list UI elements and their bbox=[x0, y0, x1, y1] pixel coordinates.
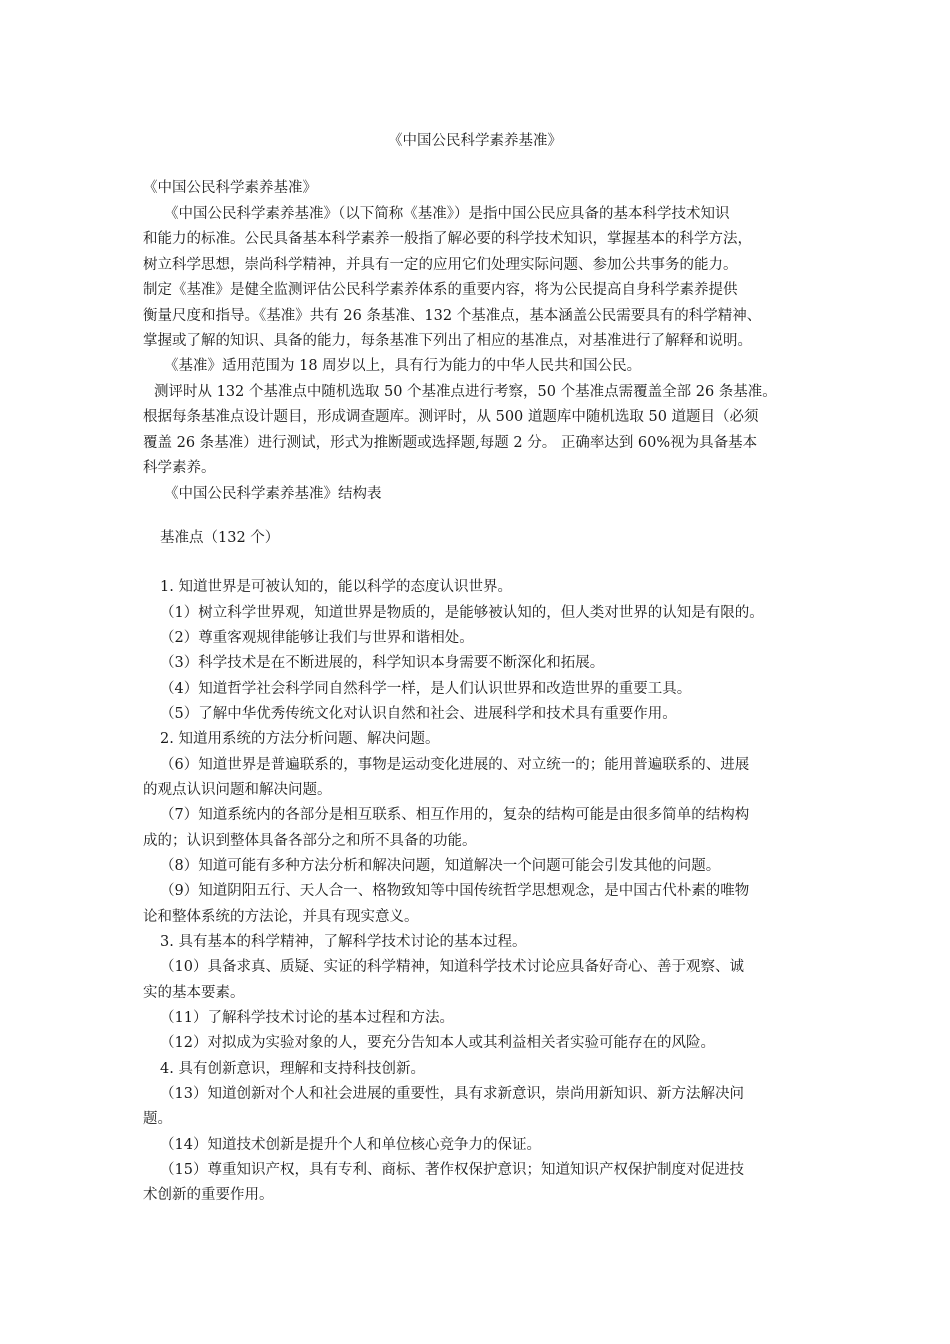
document-title: 《中国公民科学素养基准》 bbox=[388, 133, 562, 149]
list-item: （11）了解科学技术讨论的基本过程和方法。 bbox=[160, 1010, 454, 1026]
paragraph-line: 《基准》适用范围为 18 周岁以上，具有行为能力的中华人民共和国公民。 bbox=[164, 358, 642, 374]
paragraph-line: 《中国公民科学素养基准》（以下简称《基准》）是指中国公民应具备的基本科学技术知识 bbox=[164, 206, 730, 222]
paragraph-line: 掌握或了解的知识、具备的能力，每条基准下列出了相应的基准点，对基准进行了解释和说明。 bbox=[143, 333, 752, 349]
list-item: （5）了解中华优秀传统文化对认识自然和社会、进展科学和技术具有重要作用。 bbox=[160, 706, 677, 722]
list-item: 实的基本要素。 bbox=[143, 985, 245, 1001]
paragraph-line: 和能力的标准。公民具备基本科学素养一般指了解必要的科学技术知识，掌握基本的科学方法， bbox=[143, 231, 752, 247]
paragraph-line: 覆盖 26 条基准）进行测试，形式为推断题或选择题,每题 2 分。 正确率达到 60%视为具备基本 bbox=[143, 435, 758, 451]
paragraph-line: 《中国公民科学素养基准》 bbox=[143, 180, 317, 196]
list-item: 1. 知道世界是可被认知的，能以科学的态度认识世界。 bbox=[160, 579, 512, 595]
list-item: 成的；认识到整体具备各部分之和所不具备的功能。 bbox=[143, 833, 477, 849]
list-item: （15）尊重知识产权，具有专利、商标、著作权保护意识；知道知识产权保护制度对促进技 bbox=[160, 1162, 744, 1178]
section-heading: 基准点（132 个） bbox=[160, 530, 280, 546]
paragraph-line: 衡量尺度和指导。《基准》共有 26 条基准、132 个基准点，基本涵盖公民需要具有的科学精神、 bbox=[143, 308, 762, 324]
paragraph-line: 根据每条基准点设计题目，形成调查题库。测评时，从 500 道题库中随机选取 50 道题目（必须 bbox=[143, 409, 759, 425]
paragraph-line: 制定《基准》是健全监测评估公民科学素养体系的重要内容，将为公民提高自身科学素养提供 bbox=[143, 282, 738, 298]
list-item: （3）科学技术是在不断进展的，科学知识本身需要不断深化和拓展。 bbox=[160, 655, 605, 671]
list-item: 3. 具有基本的科学精神，了解科学技术讨论的基本过程。 bbox=[160, 934, 527, 950]
list-item: （8）知道可能有多种方法分析和解决问题，知道解决一个问题可能会引发其他的问题。 bbox=[160, 858, 721, 874]
list-item: 的观点认识问题和解决问题。 bbox=[143, 782, 332, 798]
table-heading: 《中国公民科学素养基准》结构表 bbox=[164, 486, 382, 502]
list-item: 论和整体系统的方法论，并具有现实意义。 bbox=[143, 909, 419, 925]
list-item: （1）树立科学世界观，知道世界是物质的，是能够被认知的，但人类对世界的认知是有限的。 bbox=[160, 605, 764, 621]
list-item: 术创新的重要作用。 bbox=[143, 1187, 274, 1203]
list-item: （9）知道阴阳五行、天人合一、格物致知等中国传统哲学思想观念，是中国古代朴素的唯物 bbox=[160, 883, 750, 899]
list-item: （14）知道技术创新是提升个人和单位核心竞争力的保证。 bbox=[160, 1137, 541, 1153]
list-item: （10）具备求真、质疑、实证的科学精神，知道科学技术讨论应具备好奇心、善于观察、诚 bbox=[160, 959, 744, 975]
list-item: （13）知道创新对个人和社会进展的重要性，具有求新意识，崇尚用新知识、新方法解决问 bbox=[160, 1086, 744, 1102]
paragraph-line: 树立科学思想，崇尚科学精神，并具有一定的应用它们处理实际问题、参加公共事务的能力。 bbox=[143, 257, 738, 273]
list-item: （2）尊重客观规律能够让我们与世界和谐相处。 bbox=[160, 630, 474, 646]
list-item: （4）知道哲学社会科学同自然科学一样，是人们认识世界和改造世界的重要工具。 bbox=[160, 681, 692, 697]
list-item: 2. 知道用系统的方法分析问题、解决问题。 bbox=[160, 731, 440, 747]
list-item: 题。 bbox=[143, 1111, 172, 1127]
list-item: 4. 具有创新意识，理解和支持科技创新。 bbox=[160, 1061, 425, 1077]
paragraph-line: 测评时从 132 个基准点中随机选取 50 个基准点进行考察，50 个基准点需覆盖全部 26 条基准。 bbox=[154, 384, 777, 400]
list-item: （7）知道系统内的各部分是相互联系、相互作用的，复杂的结构可能是由很多简单的结构构 bbox=[160, 807, 750, 823]
paragraph-line: 科学素养。 bbox=[143, 460, 216, 476]
list-item: （12）对拟成为实验对象的人，要充分告知本人或其利益相关者实验可能存在的风险。 bbox=[160, 1035, 715, 1051]
list-item: （6）知道世界是普遍联系的，事物是运动变化进展的、对立统一的；能用普遍联系的、进展 bbox=[160, 757, 750, 773]
